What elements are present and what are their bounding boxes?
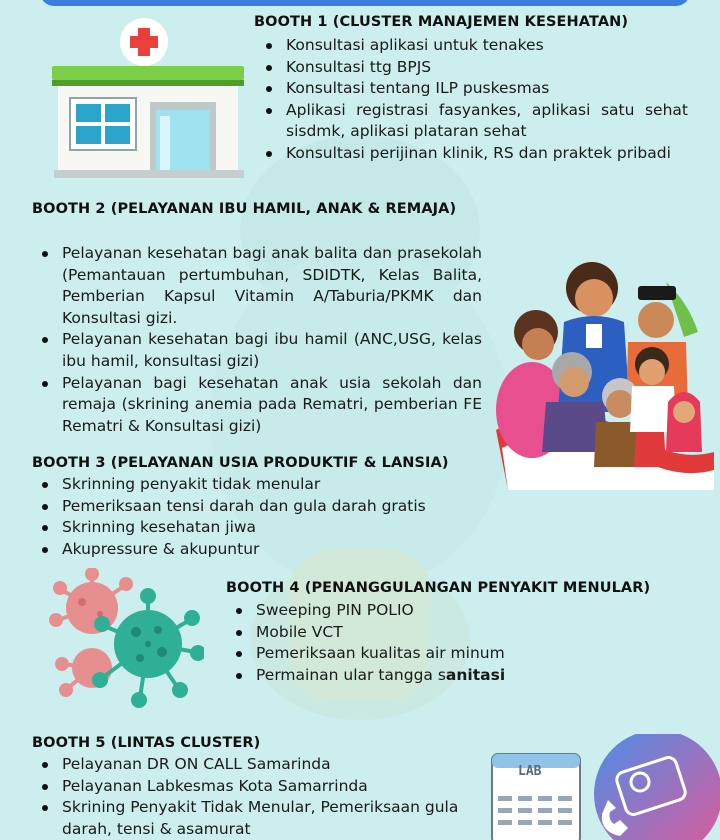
lab-building-icon xyxy=(490,734,720,840)
booth5-list xyxy=(38,754,478,840)
list-item: Pelayanan DR ON CALL Samarinda xyxy=(38,754,478,776)
list-item xyxy=(232,665,672,687)
list-item: Sweeping PIN POLIO xyxy=(232,600,672,622)
list-item: Pemeriksaan kualitas air minum xyxy=(232,643,672,665)
list-item: Pelayanan kesehatan bagi ibu hamil (ANC,USG, kelas ibu hamil, konsultasi gizi) xyxy=(38,329,482,372)
booth5-title: BOOTH 5 (LINTAS CLUSTER) xyxy=(32,735,261,751)
booth2-list xyxy=(38,243,482,437)
list-item: Pelayanan bagi kesehatan anak usia sekolah dan remaja (skrining anemia pada Rematri, pemberian FE Rematri & Konsultasi gizi) xyxy=(38,373,482,438)
list-item: Aplikasi registrasi fasyankes, aplikasi satu sehat sisdmk, aplikasi plataran sehat xyxy=(262,100,688,143)
booth3-list xyxy=(38,474,498,560)
list-item: Konsultasi aplikasi untuk tenakes xyxy=(262,35,688,57)
lab-and-call-illustration xyxy=(490,734,720,840)
booth3-title: BOOTH 3 (PELAYANAN USIA PRODUKTIF & LANSIA) xyxy=(32,455,449,471)
list-item: Konsultasi ttg BPJS xyxy=(262,57,688,79)
list-item: Konsultasi tentang ILP puskesmas xyxy=(262,78,688,100)
booth4-title: BOOTH 4 (PENANGGULANGAN PENYAKIT MENULAR) xyxy=(226,580,651,596)
booth1-title: BOOTH 1 (CLUSTER MANAJEMEN KESEHATAN) xyxy=(254,14,629,30)
list-item: Skrinning penyakit tidak menular xyxy=(38,474,498,496)
list-item: Pelayanan Labkesmas Kota Samarrinda xyxy=(38,776,478,798)
booth1-list xyxy=(262,35,688,165)
virus-icon xyxy=(44,568,204,708)
list-item: Mobile VCT xyxy=(232,622,672,644)
top-banner-bar xyxy=(40,0,690,6)
list-item-text: Permainan ular tangga s xyxy=(256,665,446,684)
list-item: Konsultasi perijinan klinik, RS dan praktek pribadi xyxy=(262,143,688,165)
list-item: Skrinning kesehatan jiwa xyxy=(38,517,498,539)
list-item: Skrining Penyakit Tidak Menular, Pemeriksaan gula darah, tensi & asamurat xyxy=(38,797,478,840)
lab-sign-label: LAB xyxy=(518,764,542,779)
list-item: Akupressure & akupuntur xyxy=(38,539,498,561)
clinic-building-icon xyxy=(48,18,244,180)
list-item: Pemeriksaan tensi darah dan gula darah gratis xyxy=(38,496,498,518)
family-group-illustration xyxy=(488,262,714,490)
booth4-list xyxy=(232,600,672,686)
booth2-title: BOOTH 2 (PELAYANAN IBU HAMIL, ANAK & REMAJA) xyxy=(32,201,457,217)
list-item: Pelayanan kesehatan bagi anak balita dan prasekolah (Pemantauan pertumbuhan, SDIDTK, Kelas Balita, Pemberian Kapsul Vitamin A/Taburia/PKMK dan Konsultasi gizi. xyxy=(38,243,482,329)
list-item-bold-text: anitasi xyxy=(445,665,506,684)
